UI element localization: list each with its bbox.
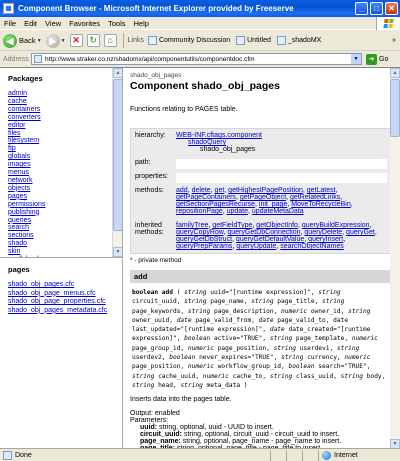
signature-token: head, [154, 381, 181, 389]
file-link[interactable]: shado_obj_page_properties.cfc [8, 298, 106, 306]
inherited-method-link[interactable]: queryDelete [304, 229, 343, 236]
back-button[interactable] [3, 34, 42, 48]
component-doc-frame [124, 68, 400, 449]
zone-label: Internet [334, 451, 358, 459]
signature-token: string [322, 298, 345, 306]
signature-token: userdev1, [295, 344, 337, 352]
signature-token: string [251, 298, 274, 306]
inherited-method-link[interactable]: queryGetDefaultValue [235, 236, 305, 243]
signature-token: boolean add [132, 289, 173, 296]
signature-token: page_title, [273, 298, 323, 306]
properties-label: properties: [135, 173, 169, 180]
package-link[interactable]: pages [8, 192, 28, 200]
path-value [176, 159, 387, 169]
maximize-button[interactable]: □ [370, 2, 383, 15]
go-arrow-icon: ➔ [366, 54, 377, 65]
toolbar-separator [123, 33, 124, 48]
back-label: Back [19, 36, 36, 45]
signature-token: page_valid_to, date last_updated="[runtime expression]", [132, 316, 349, 334]
signature-token: date_created="[runtime expression]", [132, 326, 371, 343]
inherited-method-link[interactable]: familyTree [176, 222, 209, 229]
method-link[interactable]: delete [191, 187, 211, 194]
method-parameters [130, 417, 390, 449]
forward-arrow-icon: ▶ [46, 34, 60, 48]
package-link[interactable]: images [8, 161, 31, 169]
signature-token: workflow_group_id, [213, 363, 289, 371]
link-shadomx[interactable] [277, 36, 321, 45]
menu-bar [0, 17, 400, 30]
signature-token: cache_uuid, [154, 372, 203, 380]
file-link[interactable]: shado_obj_page_menus.cfc [8, 289, 96, 297]
inherited-method-link[interactable]: queryGetDbConnection [227, 229, 301, 236]
signature-token: never_expires="TRUE", [195, 354, 282, 362]
package-link[interactable]: globals [8, 153, 31, 161]
signature-token: numeric [351, 335, 378, 343]
package-link[interactable] [8, 256, 113, 258]
component-meta-box [130, 128, 392, 254]
file-link[interactable]: shado_obj_pages_metadata.cfc [8, 306, 108, 314]
package-link[interactable]: publishing [8, 208, 40, 216]
page-icon [34, 55, 42, 63]
signature-token: userdev2, [132, 354, 170, 362]
path-label: path: [135, 159, 151, 166]
scroll-down-icon[interactable]: ▼ [390, 439, 400, 449]
address-dropdown-icon[interactable]: ▼ [351, 54, 361, 64]
resize-grip-icon[interactable] [390, 450, 400, 461]
method-link[interactable]: repositionPage [176, 208, 223, 215]
parameter-name: uuid: [140, 424, 158, 432]
menu-view[interactable]: View [45, 18, 62, 28]
method-description: Inserts data into the pages table. [130, 396, 232, 404]
signature-token: numeric [281, 307, 308, 315]
signature-token: active="TRUE", [210, 335, 270, 343]
signature-token: numeric [344, 354, 371, 362]
signature-token: string [180, 381, 203, 389]
signature-token: date [269, 326, 285, 334]
packages-list [8, 90, 113, 258]
parameter-desc: string, optional, page_name - page_name to insert. [180, 438, 342, 446]
link-untitled[interactable] [236, 36, 271, 45]
scroll-thumb[interactable] [390, 79, 400, 137]
package-link[interactable]: permissions [8, 200, 46, 208]
parameter-row [130, 438, 390, 445]
method-signature [130, 288, 390, 390]
files-heading: pages [8, 265, 30, 274]
files-frame [0, 259, 123, 449]
menu-favorites[interactable]: Favorites [69, 18, 100, 28]
parameters-label: Parameters: [130, 417, 169, 425]
page-icon [148, 36, 157, 45]
signature-token: uuid="[runtime expression]", [206, 289, 319, 296]
parameter-row [130, 431, 390, 438]
more-links-chevron-icon[interactable]: » [392, 37, 396, 44]
link-label: _shadoMX [287, 37, 322, 44]
address-input[interactable] [31, 53, 362, 65]
menu-edit[interactable]: Edit [24, 18, 38, 28]
ie-app-icon [3, 3, 14, 14]
signature-token: cache_to, [228, 372, 270, 380]
method-link[interactable]: getSectionPagesRecurse [176, 201, 255, 208]
parameter-name: page_name: [140, 438, 181, 446]
package-link[interactable]: menus [8, 169, 30, 177]
method-link[interactable]: getRelatedLinks [290, 194, 341, 201]
security-zone [318, 450, 390, 461]
component-description: Functions relating to PAGES table. [130, 106, 238, 113]
signature-token: meta_data ) [202, 381, 248, 389]
signature-token: page_description, [210, 307, 282, 315]
signature-token: date [258, 316, 274, 324]
method-link[interactable]: MoveToRecycleBin [291, 201, 351, 208]
signature-token: class_uuid, [292, 372, 341, 380]
signature-token: string [273, 344, 296, 352]
window-title: Component Browser - Microsoft Internet Explorer provided by Freeserve [18, 4, 294, 13]
forward-dropdown-icon[interactable]: ▼ [60, 37, 66, 44]
inherited-method-link[interactable]: queryGet [346, 229, 375, 236]
inherited-methods-label: inherited methods: [135, 222, 164, 236]
inherited-method-link[interactable]: queryCopyRow [176, 229, 224, 236]
package-link[interactable]: converters [8, 113, 41, 121]
signature-token: string [132, 381, 155, 389]
title-bar [0, 0, 400, 17]
scroll-thumb[interactable] [113, 79, 123, 231]
inherited-method-link[interactable]: queryBuildExpression [301, 222, 370, 229]
signature-token: page_position, [213, 344, 274, 352]
package-link[interactable]: shado [8, 240, 28, 248]
signature-token: owner_uuid, [132, 316, 177, 324]
package-link[interactable]: search [8, 224, 30, 232]
hierarchy-link[interactable]: shadoQuery [188, 139, 227, 146]
parameter-desc: string, optional, circuit_uuid - circuit_uuid to insert. [182, 431, 340, 439]
component-breadcrumb: shado_obj_pages [130, 72, 182, 79]
page-done-icon [3, 451, 12, 460]
page-icon [277, 36, 286, 45]
refresh-icon[interactable]: ↻ [87, 34, 100, 47]
parameter-row [130, 424, 390, 431]
minimize-button[interactable]: _ [355, 2, 368, 15]
private-method-note: * - private method [130, 257, 182, 264]
package-link[interactable]: ftp [8, 145, 16, 153]
page-icon [236, 36, 245, 45]
package-link[interactable]: skin [8, 248, 21, 256]
package-link[interactable]: editor [8, 121, 26, 129]
package-link[interactable]: admin [8, 90, 28, 97]
signature-token: page_position, [132, 363, 188, 371]
methods-label: methods: [135, 187, 164, 194]
signature-token: body, [363, 372, 386, 380]
signature-token: owner_id, [307, 307, 349, 315]
signature-token: string [281, 354, 304, 362]
files-list [8, 281, 113, 315]
signature-token: string [269, 335, 293, 343]
method-link[interactable]: getHighestPagePosition [228, 187, 303, 194]
close-button[interactable]: ✕ [385, 2, 398, 15]
status-panel [286, 450, 302, 461]
signature-token: date [176, 316, 192, 324]
signature-token: string [348, 307, 371, 315]
package-link[interactable]: cache [8, 97, 27, 105]
signature-token: string [269, 372, 293, 380]
page-title: Component shado_obj_pages [130, 80, 280, 92]
signature-token: page_valid_from, [191, 316, 259, 324]
address-label: Address [3, 55, 29, 63]
methods-list: add, delete, get, getHighestPagePosition, getLatest, getPageContainers, getPageObject, getRelatedLinks, getSectionPagesRecurse, init_page, MoveToRecycleBin, repositionPage, update, updateMetaData [176, 187, 353, 215]
inherited-method-link[interactable]: queryUpdate [236, 243, 277, 250]
signature-token: string [184, 289, 207, 296]
signature-token: string [336, 344, 360, 352]
inherited-method-link[interactable]: queryInsert [308, 236, 344, 243]
signature-token: ( [172, 289, 185, 296]
status-bar [0, 448, 400, 461]
signature-token: currency, [303, 354, 345, 362]
signature-token: numeric [187, 344, 214, 352]
packages-frame [0, 68, 123, 258]
address-url: http://www.straker.co.nz/shadomx/api/componentutils/componentdoc.cfm [45, 55, 255, 63]
method-header-add: add [130, 270, 392, 283]
inherited-method-link[interactable]: queryGetDbStruct [176, 236, 233, 243]
signature-token: page_group_id, [132, 344, 188, 352]
signature-token: numeric [187, 363, 214, 371]
signature-token: circuit_uuid, [132, 298, 185, 306]
signature-token: string [318, 289, 341, 296]
package-link[interactable]: sections [8, 232, 34, 240]
signature-token: boolean [184, 335, 211, 343]
link-label: Community Discussion [158, 37, 231, 44]
menu-tools[interactable]: Tools [108, 18, 126, 28]
method-link[interactable]: get [214, 187, 225, 194]
method-link[interactable]: updateMetaData [251, 208, 304, 215]
hierarchy-current: shado_obj_pages [200, 146, 256, 153]
go-button[interactable] [366, 54, 388, 65]
package-link[interactable]: network [8, 176, 33, 184]
main-scrollbar[interactable] [390, 68, 400, 449]
method-link[interactable]: getPageContainers [176, 194, 236, 201]
signature-token: boolean [288, 363, 315, 371]
packages-scrollbar[interactable] [112, 68, 122, 257]
signature-token: string [187, 307, 211, 315]
address-bar [0, 52, 400, 66]
signature-token: page_keywords, [132, 307, 188, 315]
method-link[interactable]: update [226, 208, 249, 215]
parameter-name: circuit_uuid: [140, 431, 183, 439]
page-content [0, 67, 400, 448]
properties-value [176, 173, 387, 183]
file-link[interactable]: shado_obj_pages.cfc [8, 281, 75, 288]
method-link[interactable]: getPageObject [239, 194, 287, 201]
home-icon[interactable]: ⌂ [104, 34, 117, 47]
menu-file[interactable]: File [4, 18, 17, 28]
go-label: Go [379, 55, 389, 63]
status-panel [270, 450, 286, 461]
signature-token: search="TRUE", [314, 363, 371, 371]
method-link[interactable]: getLatest [306, 187, 336, 194]
method-output: Output: enabled [130, 410, 180, 418]
toolbar [0, 31, 400, 51]
scroll-up-icon[interactable]: ▲ [390, 68, 400, 78]
inherited-method-link[interactable]: searchObjectNames [280, 243, 344, 250]
link-community-discussion[interactable] [148, 36, 230, 45]
back-dropdown-icon[interactable]: ▼ [36, 37, 42, 44]
signature-token: string [184, 298, 207, 306]
signature-token: page_name, [206, 298, 252, 306]
inherited-method-link[interactable]: getFieldType [212, 222, 253, 229]
scroll-down-icon[interactable]: ▼ [113, 247, 123, 257]
stop-icon[interactable]: ✕ [70, 34, 83, 47]
scroll-up-icon[interactable]: ▲ [113, 68, 123, 78]
signature-token: string [340, 372, 364, 380]
internet-globe-icon [322, 451, 331, 460]
signature-token: boolean [169, 354, 196, 362]
method-link[interactable]: add [176, 187, 188, 194]
hierarchy-link[interactable]: WEB-INF.cftags.component [176, 132, 262, 139]
package-link[interactable]: filesystem [8, 137, 40, 145]
inherited-method-link[interactable]: getObjectInfo [256, 222, 298, 229]
packages-heading: Packages [8, 74, 43, 83]
links-label: Links [127, 37, 144, 44]
signature-token: page_template, [292, 335, 352, 343]
signature-token: string [132, 372, 155, 380]
status-panel [302, 450, 318, 461]
link-label: Untitled [247, 37, 271, 44]
parameter-desc: string, optional, uuid - UUID to insert. [157, 424, 274, 432]
package-link[interactable]: files [8, 129, 21, 137]
menu-help[interactable]: Help [133, 18, 149, 28]
status-text: Done [15, 451, 32, 459]
back-arrow-icon: ◀ [3, 34, 17, 48]
inherited-methods-list: familyTree, getFieldType, getObjectInfo, queryBuildExpression, queryCopyRow, queryGetDbConnection, queryDelete, queryGet, queryGetDbStruct, queryGetDefaultValue, queryInsert, queryPrepParams, queryUpdate, searchObjectNames [176, 222, 377, 250]
hierarchy-label: hierarchy: [135, 132, 166, 139]
method-link[interactable]: init_page [258, 201, 288, 208]
package-link[interactable]: containers [8, 105, 41, 113]
windows-logo-icon [376, 17, 400, 30]
signature-token: numeric [202, 372, 229, 380]
inherited-method-link[interactable]: queryPrepParams [176, 243, 233, 250]
package-link[interactable]: objects [8, 184, 31, 192]
forward-button[interactable] [46, 34, 66, 48]
package-link[interactable]: queries [8, 216, 31, 224]
